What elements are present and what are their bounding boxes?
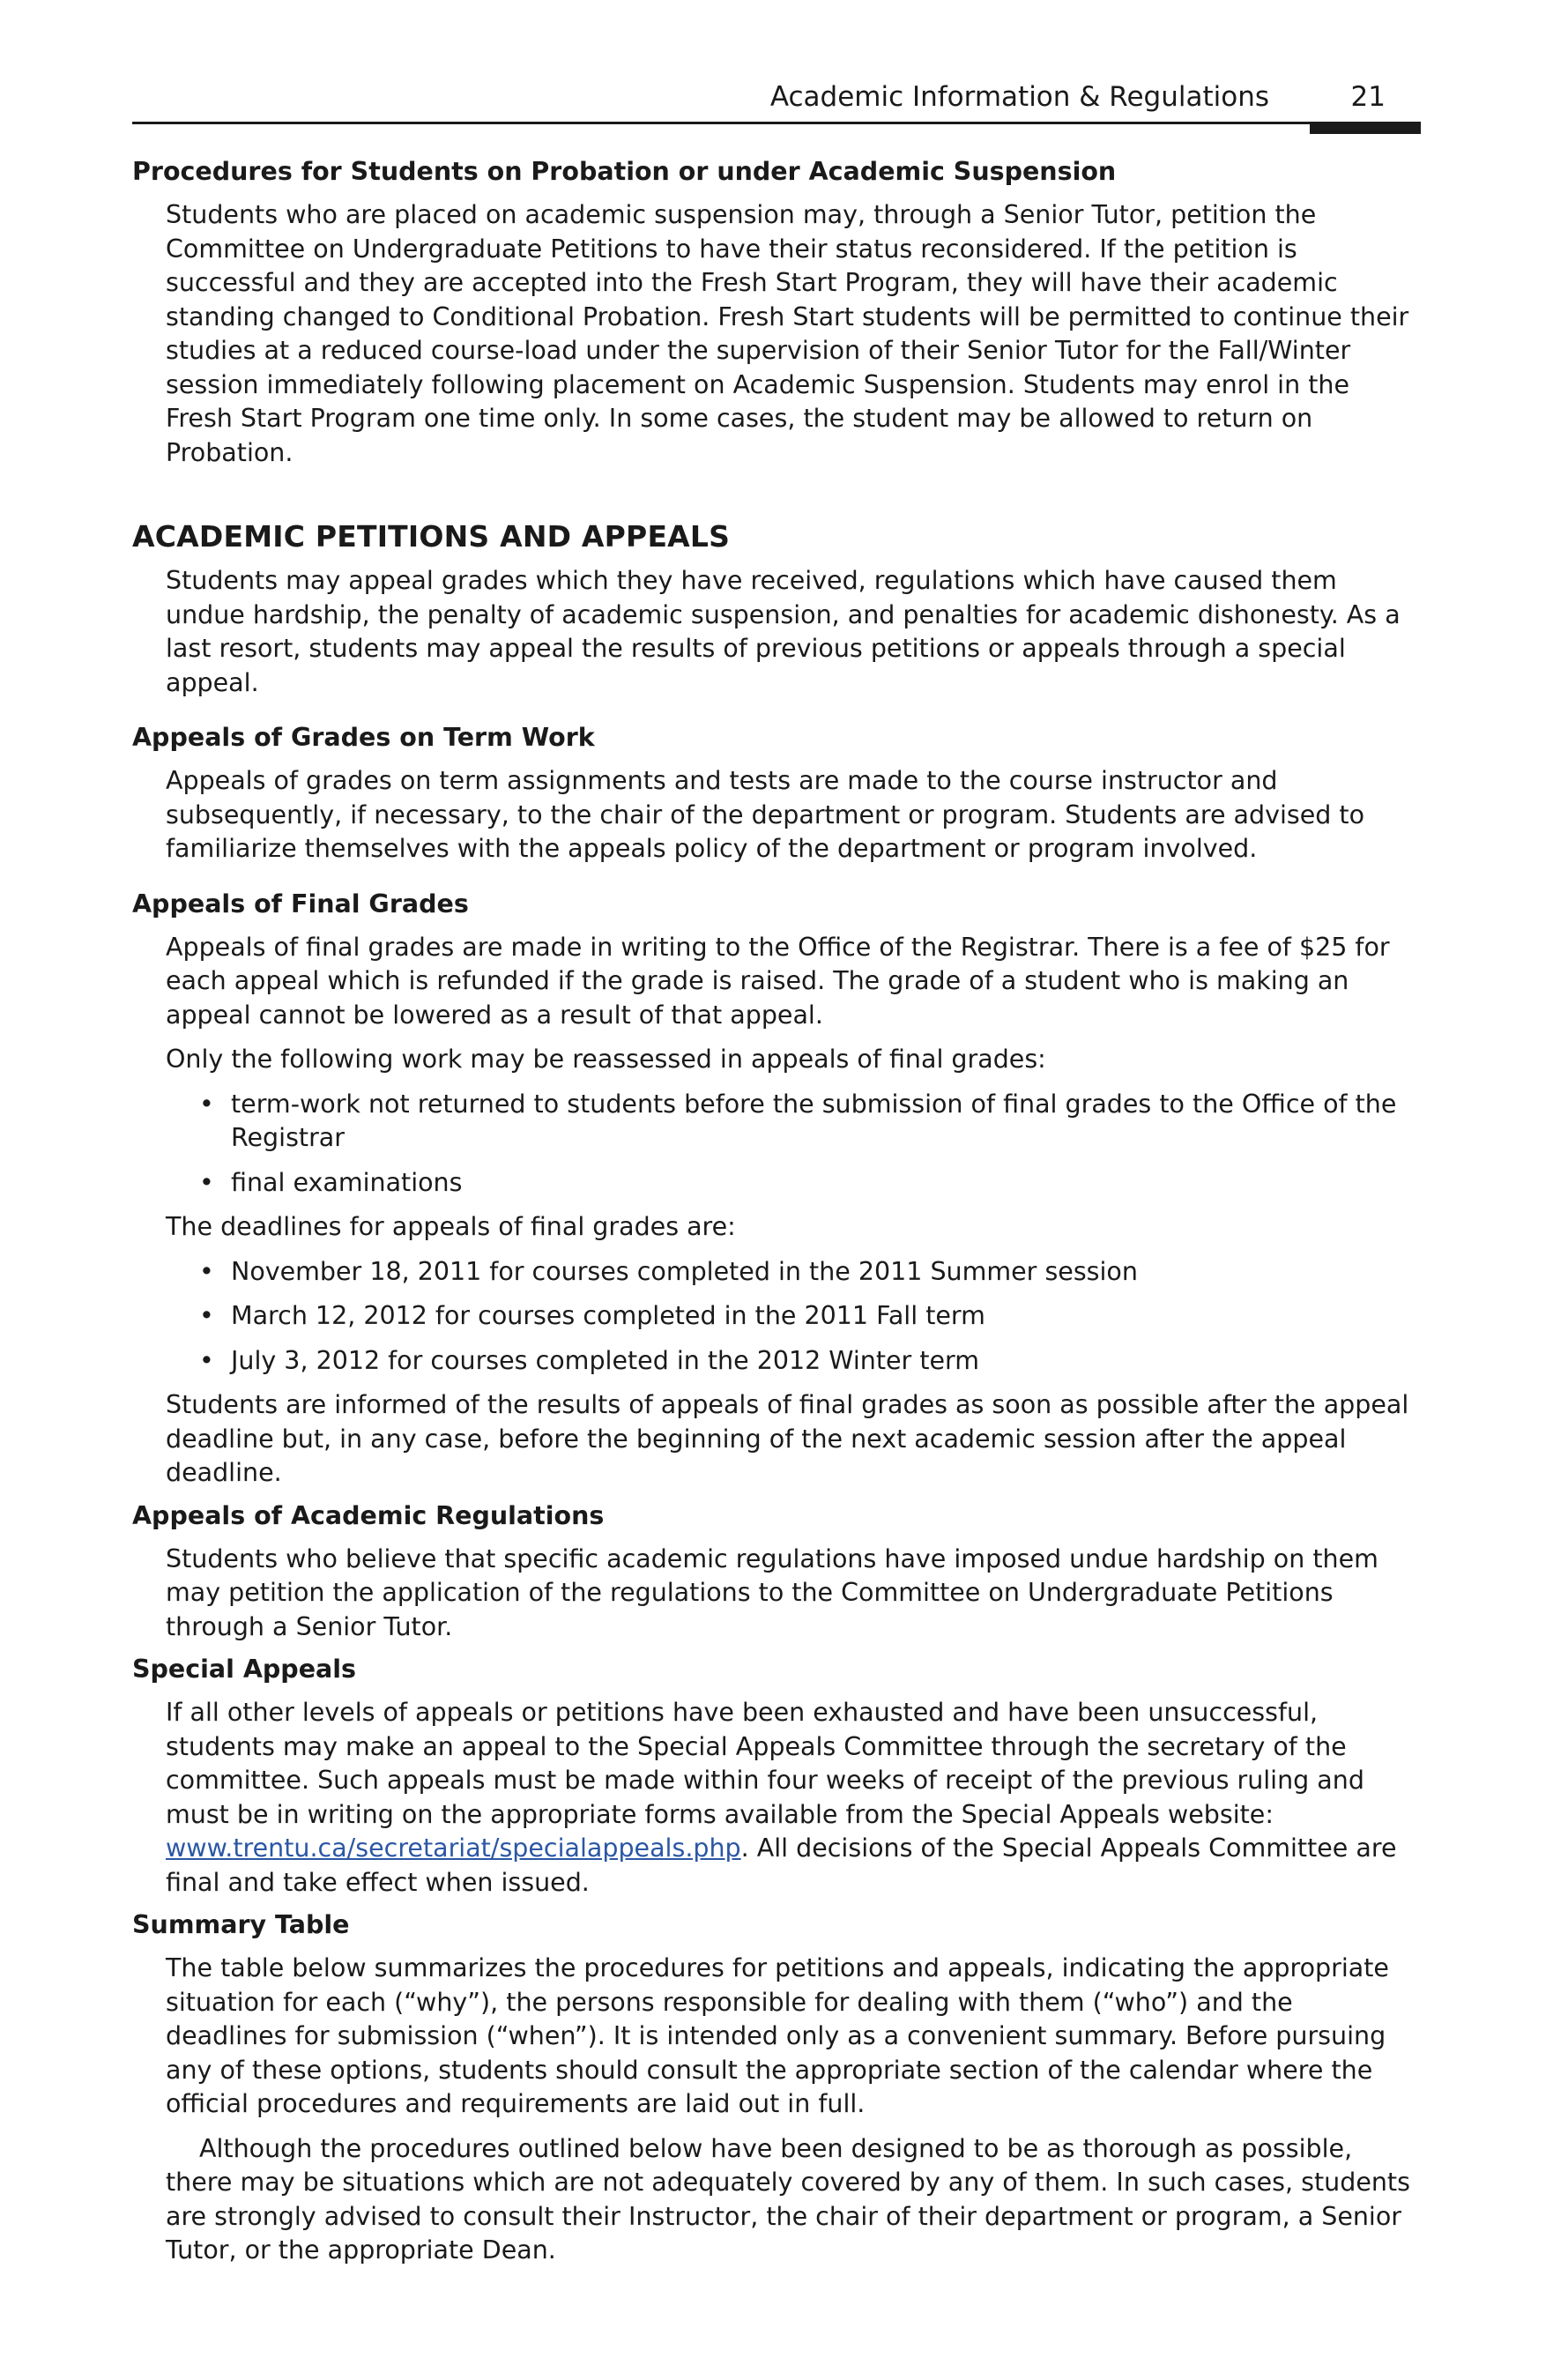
- list-item: [166, 1344, 1417, 1379]
- final-grades-body: [166, 931, 1417, 1491]
- header-tab-marker: [1310, 122, 1421, 134]
- special-appeals-text-start: If all other levels of appeals or petitions have been exhausted and have been unsuccessful, students may make an appeal to the Special Appeals Committee through the secretary of the committee. Such appeals must be made within four weeks of receipt of the previous ruling and must be in writing on the appropriate forms available from the Special Appeals website:: [166, 1698, 1364, 1829]
- special-appeals-text-end: . All decisions of the Special Appeals Committee are final and take effect when issued.: [166, 1833, 1397, 1897]
- list-item: [166, 1255, 1417, 1290]
- final-grades-paragraph-4: Students are informed of the results of appeals of final grades as soon as possible after the appeal deadline but, in any case, before the beginning of the next academic session after the appeal deadline.: [166, 1390, 1409, 1487]
- term-work-body: [166, 764, 1417, 866]
- final-grades-paragraph-1: Appeals of final grades are made in writing to the Office of the Registrar. There is a fee of $25 for each appeal which is refunded if the grade is raised. The grade of a student who is making an appeal cannot be lowered as a result of that appeal.: [166, 932, 1390, 1030]
- bullet-icon: •: [199, 1301, 214, 1330]
- special-appeals-heading: Special Appeals: [132, 1655, 356, 1684]
- page-content: [132, 157, 1421, 2279]
- special-appeals-paragraph: [166, 1696, 1417, 1900]
- special-appeals-link[interactable]: www.trentu.ca/secretariat/specialappeals.php: [166, 1833, 741, 1863]
- regulations-paragraph: Students who believe that specific academic regulations have imposed undue hardship on them may petition the application of the regulations to the Committee on Undergraduate Petitions through a Senior Tutor.: [166, 1543, 1378, 1641]
- special-appeals-body: [166, 1696, 1417, 1900]
- probation-paragraph: Students who are placed on academic suspension may, through a Senior Tutor, petition the Committee on Undergraduate Petitions to have their status reconsidered. If the petition is successful and they are accepted into the Fresh Start Program, they will have their academic standing changed to Conditional Probation. Fresh Start students will be permitted to continue their studies at a reduced course-load under the supervision of their Senior Tutor for the Fall/Winter session immediately following placement on Academic Suspension. Students may enrol in the Fresh Start Program one time only. In some cases, the student may be allowed to return on Probation.: [166, 200, 1409, 467]
- reassessed-list: [166, 1088, 1417, 1201]
- list-item: [166, 1088, 1417, 1156]
- deadlines-list: [166, 1255, 1417, 1379]
- final-grades-paragraph-3: The deadlines for appeals of final grades are:: [166, 1212, 736, 1241]
- summary-table-heading: Summary Table: [132, 1910, 350, 1939]
- spacer: [132, 480, 1421, 519]
- term-work-paragraph: Appeals of grades on term assignments and tests are made to the course instructor and subsequently, if necessary, to the chair of the department or program. Students are advised to familiarize themselves with the appeals policy of the department or program involved.: [166, 766, 1365, 863]
- petitions-section-heading: ACADEMIC PETITIONS AND APPEALS: [132, 519, 731, 554]
- list-item-text: term-work not returned to students before the submission of final grades to the Office of the Registrar: [231, 1089, 1397, 1152]
- final-grades-heading: Appeals of Final Grades: [132, 889, 469, 919]
- petitions-body: [166, 564, 1417, 700]
- probation-body: [166, 198, 1417, 470]
- running-title: Academic Information & Regulations: [769, 81, 1269, 113]
- list-item-text: July 3, 2012 for courses completed in the 2012 Winter term: [231, 1345, 980, 1375]
- bullet-icon: •: [199, 1167, 214, 1197]
- petitions-paragraph: Students may appeal grades which they have received, regulations which have caused them undue hardship, the penalty of academic suspension, and penalties for academic dishonesty. As a last resort, students may appeal the results of previous petitions or appeals through a special appeal.: [166, 566, 1401, 697]
- list-item: [166, 1299, 1417, 1334]
- summary-paragraph-1: The table below summarizes the procedures for petitions and appeals, indicating the appropriate situation for each (“why”), the persons responsible for dealing with them (“who”) and the deadlines for submission (“when”). It is intended only as a convenient summary. Before pursuing any of these options, students should consult the appropriate section of the calendar where the official procedures and requirements are laid out in full.: [166, 1953, 1389, 2118]
- probation-heading: Procedures for Students on Probation or under Academic Suspension: [132, 157, 1117, 186]
- header-rule: [132, 122, 1417, 124]
- final-grades-paragraph-2: Only the following work may be reassessed in appeals of final grades:: [166, 1045, 1046, 1074]
- spacer: [132, 877, 1421, 889]
- bullet-icon: •: [199, 1256, 214, 1286]
- summary-paragraph-2: Although the procedures outlined below have been designed to be as thorough as possible, there may be situations which are not adequately covered by any of them. In such cases, students are strongly advised to consult their Instructor, the chair of their department or program, a Senior Tutor, or the appropriate Dean.: [166, 2133, 1410, 2265]
- spacer: [132, 710, 1421, 723]
- list-item: [166, 1166, 1417, 1201]
- term-work-heading: Appeals of Grades on Term Work: [132, 723, 595, 752]
- regulations-body: [166, 1543, 1417, 1645]
- bullet-icon: •: [199, 1345, 214, 1375]
- list-item-text: November 18, 2011 for courses completed in the 2011 Summer session: [231, 1256, 1138, 1286]
- bullet-icon: •: [199, 1089, 214, 1119]
- running-header: [132, 81, 1421, 122]
- regulations-heading: Appeals of Academic Regulations: [132, 1500, 605, 1530]
- list-item-text: final examinations: [231, 1167, 463, 1197]
- summary-body: [166, 1952, 1417, 2268]
- list-item-text: March 12, 2012 for courses completed in the 2011 Fall term: [231, 1301, 985, 1330]
- page-number: 21: [1350, 81, 1386, 113]
